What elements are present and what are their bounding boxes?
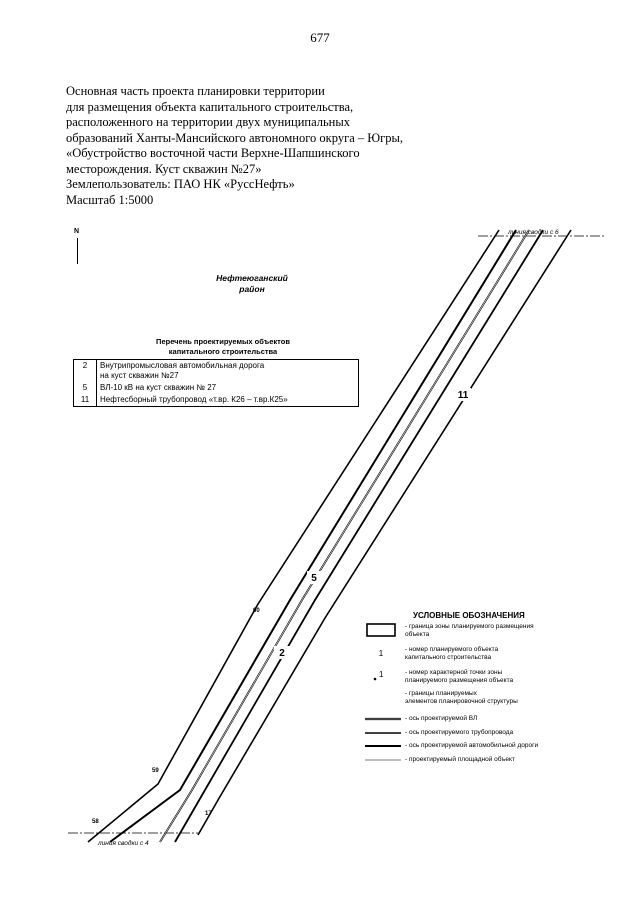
svg-text:1: 1 <box>379 670 384 679</box>
object-number-symbol-icon <box>365 646 401 660</box>
point-label-58: 58 <box>92 819 99 825</box>
legend-text: капитального строительства <box>405 654 492 661</box>
legend-text: - ось проектируемой ВЛ <box>405 715 478 722</box>
title-line: образований Ханты-Мансийского автономного округа – Югры, <box>66 130 404 145</box>
district-suffix: район <box>239 284 265 294</box>
legend-text: планируемого размещения объекта <box>405 677 514 684</box>
page-number: 677 <box>310 30 330 45</box>
legend-text: элементов планировочной структуры <box>405 698 518 705</box>
title-line: расположенного на территории двух муниципальных <box>66 115 351 129</box>
match-line-bottom-label: линия сводки с 4 <box>98 840 149 847</box>
pipeline-axis-symbol-icon <box>365 729 401 737</box>
objects-list-title-line: капитального строительства <box>168 347 278 356</box>
structure-boundary-symbol-icon <box>365 690 401 704</box>
vl-axis-symbol-icon <box>365 715 401 723</box>
legend-text: объекта <box>405 631 430 638</box>
area-object-symbol-icon <box>365 756 401 764</box>
point-number-symbol-icon <box>365 669 401 683</box>
legend-text: - границы планируемых <box>405 690 477 697</box>
road-axis <box>110 230 516 842</box>
boundary-left <box>88 230 499 842</box>
district-name: Нефтеюганский <box>216 273 288 283</box>
object-number: 5 <box>74 382 97 394</box>
object-label-pipeline: 11 <box>457 390 469 401</box>
object-label-vl: 5 <box>311 573 317 584</box>
object-name-line: на куст скважин №27 <box>100 371 179 380</box>
north-letter: N <box>74 228 80 235</box>
legend-text: - номер характерной точки зоны <box>405 669 503 676</box>
legend-text: - ось проектируемого трубопровода <box>405 729 514 736</box>
object-label-road: 2 <box>279 648 285 659</box>
road-axis-symbol-icon <box>365 742 401 750</box>
object-name: Нефтесборный трубопровод «т.вр. К26 – т.вр.К25» <box>100 395 288 404</box>
legend-text: - номер планируемого объекта <box>405 646 499 653</box>
object-number: 2 <box>74 360 97 383</box>
land-user-line: Землепользователь: ПАО НК «РуссНефть» <box>66 177 295 191</box>
object-number: 11 <box>74 394 97 407</box>
title-line: Основная часть проекта планировки территории <box>66 84 325 98</box>
objects-list-title-line: Перечень проектируемых объектов <box>156 337 290 346</box>
scale-line: Масштаб 1:5000 <box>66 192 154 207</box>
point-label-60: 60 <box>253 608 260 614</box>
title-line: месторождения. Куст скважин №27» <box>66 161 262 176</box>
zone-boundary-symbol-icon <box>365 623 401 637</box>
object-name-line: Внутрипромысловая автомобильная дорога <box>100 361 265 370</box>
point-label-17: 17 <box>205 811 212 817</box>
legend-text: - проектируемый площадной объект <box>405 756 515 763</box>
match-line-top-label: линия сводки с 6 <box>508 229 559 236</box>
title-line: для размещения объекта капитального строительства, <box>66 99 354 114</box>
point-label-59: 59 <box>152 768 159 774</box>
legend-text: - ось проектируемой автомобильной дороги <box>405 742 539 749</box>
object-name: ВЛ-10 кВ на куст скважин № 27 <box>100 383 217 392</box>
legend-text: - граница зоны планируемого размещения <box>405 623 534 630</box>
svg-text:1: 1 <box>378 649 384 658</box>
legend-title: УСЛОВНЫЕ ОБОЗНАЧЕНИЯ <box>413 611 525 620</box>
pipeline-axis <box>175 230 543 842</box>
title-line: «Обустройство восточной части Верхне-Шапшинского <box>66 146 360 160</box>
